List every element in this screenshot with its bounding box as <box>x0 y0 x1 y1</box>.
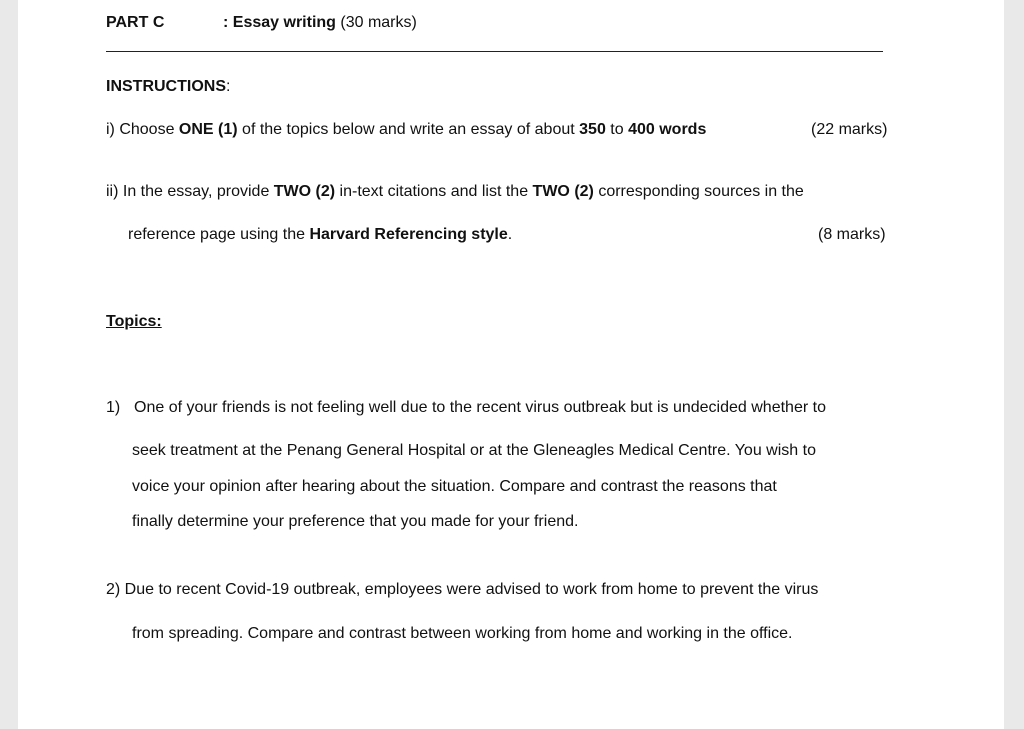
topic-1-number: 1) <box>106 399 121 416</box>
topic-2-line2: from spreading. Compare and contrast between working from home and working in the office. <box>132 625 793 642</box>
section-colon: : <box>223 14 233 31</box>
instruction-i-marks: (22 marks) <box>811 121 888 138</box>
instruction-ii-two-citations: TWO (2) <box>273 183 336 200</box>
instructions-heading-text: INSTRUCTIONS <box>106 78 226 95</box>
topic-1-line4: finally determine your preference that you made for your friend. <box>132 513 579 530</box>
header-divider <box>106 51 883 52</box>
part-label: PART C <box>106 14 165 31</box>
instruction-ii-mid: in-text citations and list the <box>335 183 533 200</box>
instruction-i-one: ONE (1) <box>178 121 238 138</box>
instruction-i-400-words: 400 words <box>628 121 707 138</box>
instruction-ii-line2 <box>128 226 512 244</box>
instruction-i-350: 350 <box>579 121 606 138</box>
instruction-ii-two-sources: TWO (2) <box>532 183 594 200</box>
document-page <box>18 0 1004 729</box>
topic-1-line3: voice your opinion after hearing about the situation. Compare and contrast the reasons that <box>132 478 777 495</box>
instruction-ii-harvard-style: Harvard Referencing style <box>309 226 508 243</box>
instruction-ii-line2-prefix: reference page using the <box>128 226 310 243</box>
instruction-ii-suffix: corresponding sources in the <box>593 183 804 200</box>
instructions-heading <box>106 78 230 96</box>
instruction-i-mid: of the topics below and write an essay of about <box>237 121 580 138</box>
section-title-bold: Essay writing <box>232 14 336 31</box>
instruction-ii-prefix: ii) In the essay, provide <box>106 183 274 200</box>
topic-2-line1: 2) Due to recent Covid-19 outbreak, employees were advised to work from home to prevent the virus <box>106 581 819 598</box>
instructions-heading-colon: : <box>226 78 231 95</box>
instruction-i-to: to <box>605 121 629 138</box>
instruction-ii-line1 <box>106 183 804 201</box>
section-total-marks: (30 marks) <box>335 14 417 31</box>
topic-1-line2: seek treatment at the Penang General Hospital or at the Gleneagles Medical Centre. You wish to <box>132 442 816 459</box>
instruction-ii-line2-period: . <box>507 226 513 243</box>
section-title <box>223 14 417 32</box>
instruction-ii-marks: (8 marks) <box>818 226 886 243</box>
topics-heading: Topics: <box>106 313 162 330</box>
instruction-i <box>106 121 706 139</box>
topic-1-line1: One of your friends is not feeling well due to the recent virus outbreak but is undecided whether to <box>134 399 826 416</box>
instruction-i-prefix: i) Choose <box>106 121 179 138</box>
